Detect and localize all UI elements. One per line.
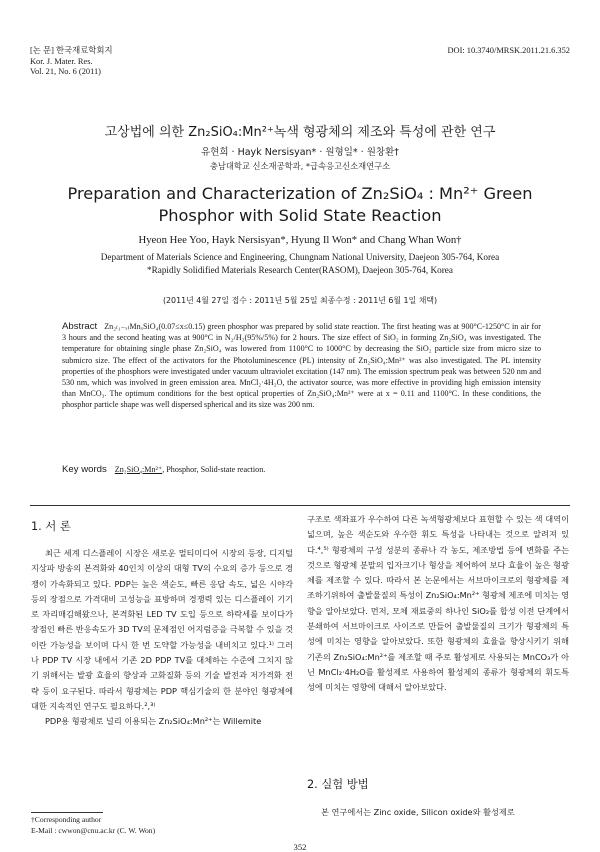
authors-english: Hyeon Hee Yoo, Hayk Nersisyan*, Hyung Il Won* and Chang Whan Won†: [138, 234, 462, 246]
journal-name-kr: [논 문] 한국재료학회지: [30, 46, 113, 55]
received-dates: (2011년 4월 27일 접수 : 2011년 5월 25일 최종수정 : 2011년 6월 1일 채택): [162, 296, 438, 305]
title-english-line1: Preparation and Characterization of Zn₂SiO₄ : Mn²⁺ Green: [67, 184, 533, 203]
title-korean: 고상법에 의한 Zn₂SiO₄:Mn²⁺녹색 형광체의 제조와 특성에 관한 연구: [104, 125, 496, 140]
journal-volume: Vol. 21, No. 6 (2011): [30, 67, 101, 76]
author-email: E-Mail : cwwon@cnu.ac.kr (C. W. Won): [31, 825, 156, 835]
intro-paragraph-1: 최근 세계 디스플레이 시장은 새로운 멀티미디어 시장의 등장, 디지털 지상파 방송의 본격화와 40인치 이상의 대형 TV의 수요의 증가 등으로 경쟁이 가속화되고 있다. PDP는 높은 색순도, 빠른 응답 속도, 넓은 시야각 등의 장점으로 가격대비 고성능을 표방하며 경쟁력 있는 디스플레이 기기로 자리매김해왔으나, 본격화된 LED TV 도입 등으로 하락세를 보이다가 장점인 빠른 반응속도가 3D TV의 문제점인 어지럼증을 극복할 수 있을 것이란 가능성을 보이며 다시 한 번 도약할 가능성을 내비치고 있다.¹⁾ 그러나 PDP TV 시장 내에서 기존 2D PDP TV를 대체하는 수준에 그치지 않기 위해서는 발광 효율의 향상과 고화질화 등의 기술 발전과 저가격화 전략 등이 요구된다. 따라서 형광체는 PDP 핵심기술의 한 분야인 형광체에 대한 지속적인 연구도 필요하다.²,³⁾: [31, 548, 293, 711]
authors-korean: 유현희 · Hayk Nersisyan* · 원형일* · 원창환†: [201, 147, 399, 158]
intro-paragraph-3: 구조로 색좌표가 우수하여 다른 녹색형광체보다 표현할 수 있는 색 대역이 넓으며, 높은 색순도와 우수한 휘도 특성을 나타내는 것으로 알려져 있다.⁴,⁵⁾ 형광체의 구성 성분의 종류나 각 농도, 제조방법 등에 변화를 주는 것으로 형광체 분말의 입자크기나 형상을 제어하여 보다 효율이 높은 형광체를 제조할 수 있다. 따라서 본 논문에서는 서브마이크로의 형광체를 제조하기위하여 출발물질의 특성이 Zn₂SiO₄:Mn²⁺ 형광체 제조에 미치는 영향을 알아보았다. 먼저, 모체 재료중의 하나인 SiO₂를 합성 이전 단계에서 분쇄하여 서브마이크로 사이즈로 만들어 출발물질의 크기가 형광체의 특성에 미치는 영향을 알아보았다. 또한 형광체의 효율을 향상시키기 위해 기존의 Zn₂SiO₄:Mn²⁺를 제조할 때 주로 활성제로 사용되는 MnCO₃가 아닌 MnCl₂·4H₂O를 활성제로 사용하여 활성제의 종류가 형광체의 휘도특성에 미치는 영향에 대해서 알아보았다.: [307, 514, 569, 693]
affiliation-korean: 충남대학교 신소재공학과, *급속응고신소재연구소: [209, 161, 391, 171]
keywords: [62, 464, 265, 475]
left-column: [31, 546, 293, 730]
methods-paragraph-1: 본 연구에서는 Zinc oxide, Silicon oxide와 활성제로: [321, 807, 515, 817]
keywords-label: Key words: [62, 464, 107, 475]
doi: DOI: 10.3740/MRSK.2011.21.6.352: [447, 46, 570, 55]
footnote-divider: [31, 812, 103, 813]
section-heading-introduction: 1. 서 론: [31, 520, 71, 533]
section-heading-methods: 2. 실험 방법: [307, 778, 369, 791]
abstract-label: Abstract: [62, 321, 98, 332]
divider: [30, 505, 570, 506]
keywords-rest: , Phosphor, Solid-state reaction.: [162, 465, 266, 474]
page-number: 352: [293, 842, 307, 852]
affiliation-english-line1: Department of Materials Science and Engineering, Chungnam National University, Daejeon 305-764, Korea: [100, 252, 500, 262]
title-english-line2: Phosphor with Solid State Reaction: [158, 205, 442, 225]
right-column: [307, 512, 569, 696]
footnote: [31, 815, 155, 836]
affiliation-english: [0, 251, 600, 276]
intro-paragraph-2: PDP용 형광체로 널리 이용되는 Zn₂SiO₄:Mn²⁺는 Willemite: [45, 716, 262, 727]
abstract: [62, 321, 541, 411]
affiliation-english-line2: *Rapidly Solidified Materials Research Center(RASOM), Daejeon 305-764, Korea: [147, 264, 453, 275]
abstract-text: Zn₂₍₁₋ₓ₎MnₓSiO₄(0.07≤x≤0.15) green phosphor was prepared by solid state reaction. The first heating was at 900°C-1250°C in air for 3 hours and the second heating was at 900°C in N₂/H₂(95%/5%) for 2 hours. The size effect of SiO₂ in forming Zn₂SiO₄ was investigated. The temperature for obtaining single phase Zn₂SiO₄ was lowered from 1100°C to 1000°C by decreasing the SiO₂ particle size from micro size to submicro size. The effect of the activators for the Photoluminescence (PL) intensity of Zn₂SiO₄:Mn²⁺ was also investigated. The PL intensity properties of the phosphors were investigated under vacuum ultraviolet excitation (147 nm). The emission spectrum peak was between 520 nm and 530 nm, which was involved in green emission area. MnCl₂·4H₂O, the activator source, was more effective in providing high emission intensity than MnCO₃. The optimum conditions for the best optical properties of Zn₂SiO₄:Mn²⁺ were at x = 0.11 and 1100°C. In these conditions, the phosphor particle shape was well dispersed spherical and its size was 200 nm.: [62, 322, 541, 410]
methods-column: [307, 805, 569, 820]
journal-name-en: Kor. J. Mater. Res.: [30, 56, 93, 66]
keyword-1: Zn₂SiO₄:Mn²⁺: [114, 465, 163, 474]
journal-header: [30, 46, 113, 78]
title-english: [0, 183, 600, 226]
corresponding-author: †Corresponding author: [31, 815, 102, 824]
